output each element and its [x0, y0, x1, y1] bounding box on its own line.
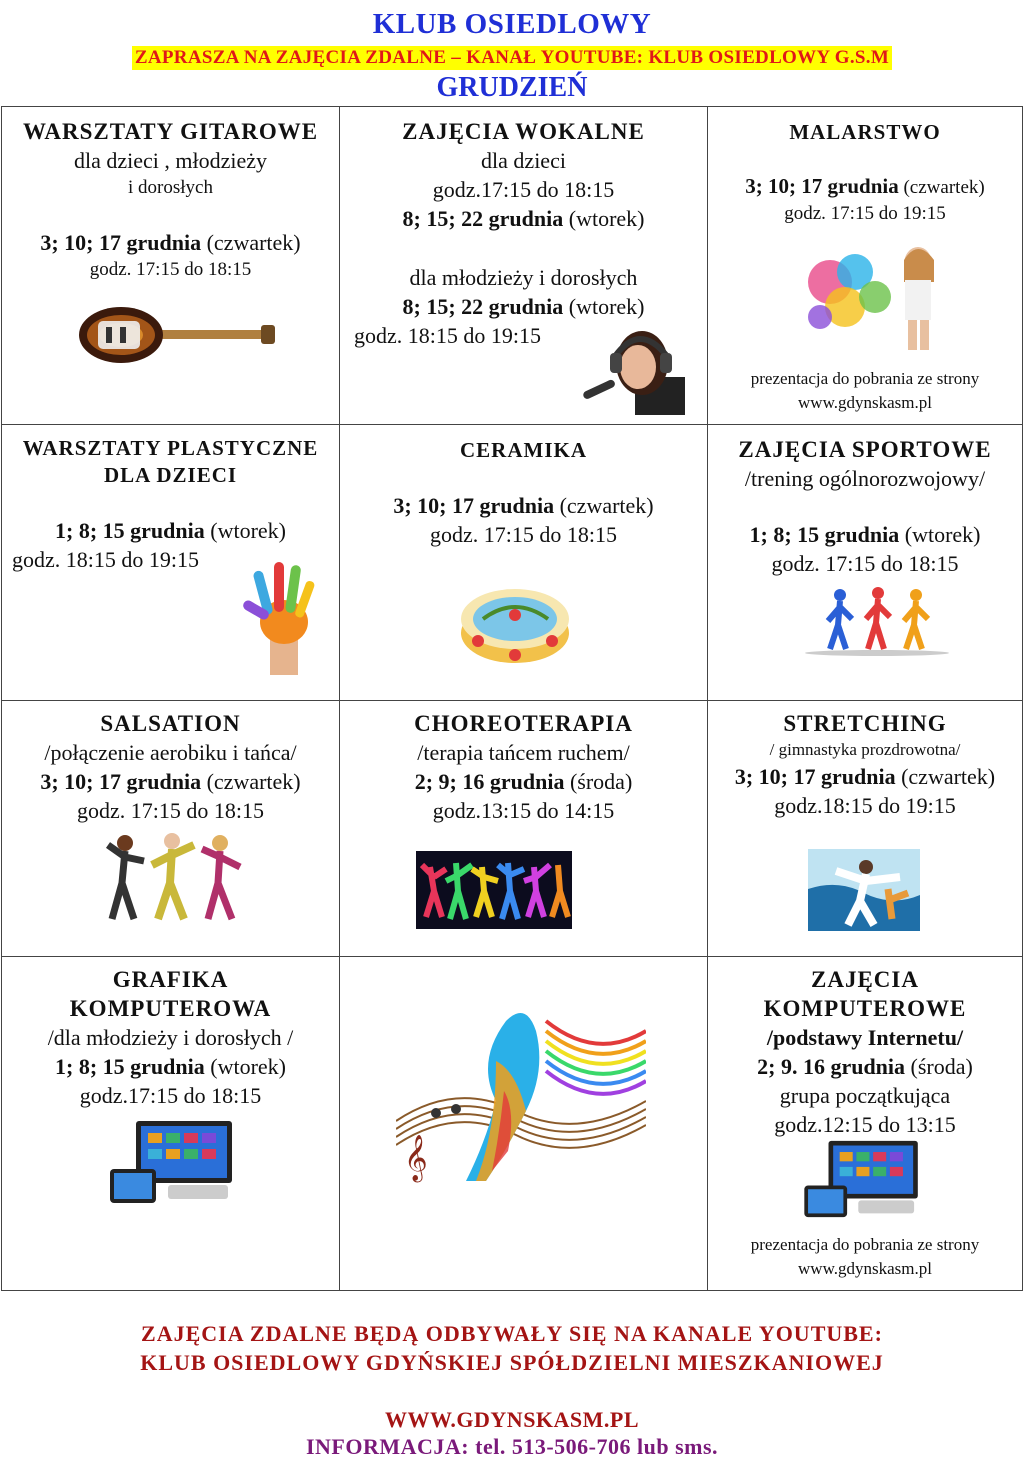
- page-subtitle: ZAPRASZA NA ZAJĘCIA ZDALNE – KANAŁ YOUTUBE: KLUB OSIEDLOWY G.S.M: [132, 46, 892, 70]
- cell-stretching: STRETCHING / gimnastyka prozdrowotna/ 3; 10; 17 grudnia (czwartek) godz.18:15 do 19:15: [708, 701, 1023, 957]
- cell-sportowe: ZAJĘCIA SPORTOWE /trening ogólnorozwojowy/ 1; 8; 15 grudnia (wtorek) godz. 17:15 do 18:15: [708, 425, 1023, 701]
- footer-contact: INFORMACJA: tel. 513-506-706 lub sms.: [305, 1434, 719, 1459]
- music-figure-image: [396, 1001, 646, 1183]
- page-title: KLUB OSIEDLOWY: [372, 8, 652, 40]
- svg-text:𝄞: 𝄞: [404, 1135, 428, 1181]
- painting-woman-image: [800, 242, 945, 352]
- stretching-image: [808, 849, 920, 931]
- computer-tablet-image: [802, 1139, 922, 1219]
- footer-url: WWW.GDYNSKASM.PL: [384, 1407, 640, 1432]
- month-title: GRUDZIEŃ: [436, 72, 588, 103]
- dance-silhouettes-image: [416, 851, 572, 929]
- cell-title: WARSZTATY GITAROWE: [22, 119, 319, 144]
- computer-tablet-image: [108, 1119, 236, 1205]
- singing-girl-image: [580, 327, 685, 415]
- nordic-walking-image: [800, 585, 955, 657]
- cell-plastyczne: WARSZTATY PLASTYCZNE DLA DZIECI 1; 8; 15 grudnia (wtorek) godz. 18:15 do 19:15: [2, 425, 340, 701]
- cell-music: [340, 957, 708, 1291]
- footer-line-2: KLUB OSIEDLOWY GDYŃSKIEJ SPÓŁDZIELNI MIESZKANIOWEJ: [140, 1350, 884, 1375]
- footer-line-1: ZAJĘCIA ZDALNE BĘDĄ ODBYWAŁY SIĘ NA KANALE YOUTUBE:: [141, 1321, 883, 1346]
- cell-salsation: SALSATION /połączenie aerobiku i tańca/ 3; 10; 17 grudnia (czwartek) godz. 17:15 do 18:15: [2, 701, 340, 957]
- cell-gitarowe: WARSZTATY GITAROWE dla dzieci , młodzieży i dorosłych 3; 10; 17 grudnia (czwartek) godz. 17:15 do 18:15: [2, 107, 340, 425]
- ceramic-plate-image: [458, 575, 573, 670]
- cell-ceramika: CERAMIKA 3; 10; 17 grudnia (czwartek) godz. 17:15 do 18:15: [340, 425, 708, 701]
- cell-grafika: GRAFIKA KOMPUTEROWA /dla młodzieży i dorosłych / 1; 8; 15 grudnia (wtorek) godz.17:15 do 18:15: [2, 957, 340, 1291]
- electric-guitar-image: [76, 299, 276, 369]
- painted-hand-image: [240, 560, 330, 675]
- schedule-table: [1, 106, 1023, 1291]
- cell-wokalne: ZAJĘCIA WOKALNE dla dzieci godz.17:15 do 18:15 8; 15; 22 grudnia (wtorek) dla młodzieży i dorosłych 8; 15; 22 grudnia (wtorek) godz. 18:15 do 19:15: [340, 107, 708, 425]
- dancers-image: [100, 831, 250, 923]
- cell-choreoterapia: CHOREOTERAPIA /terapia tańcem ruchem/ 2; 9; 16 grudnia (środa) godz.13:15 do 14:15: [340, 701, 708, 957]
- cell-malarstwo: MALARSTWO 3; 10; 17 grudnia (czwartek) godz. 17:15 do 19:15 prezentacja do pobrania ze strony www.gdynskasm.pl: [708, 107, 1023, 425]
- cell-komputerowe: ZAJĘCIA KOMPUTEROWE /podstawy Internetu/ 2; 9. 16 grudnia (środa) grupa początkująca godz.12:15 do 13:15 prezentacja do pobrania ze strony www.gdynskasm.pl: [708, 957, 1023, 1291]
